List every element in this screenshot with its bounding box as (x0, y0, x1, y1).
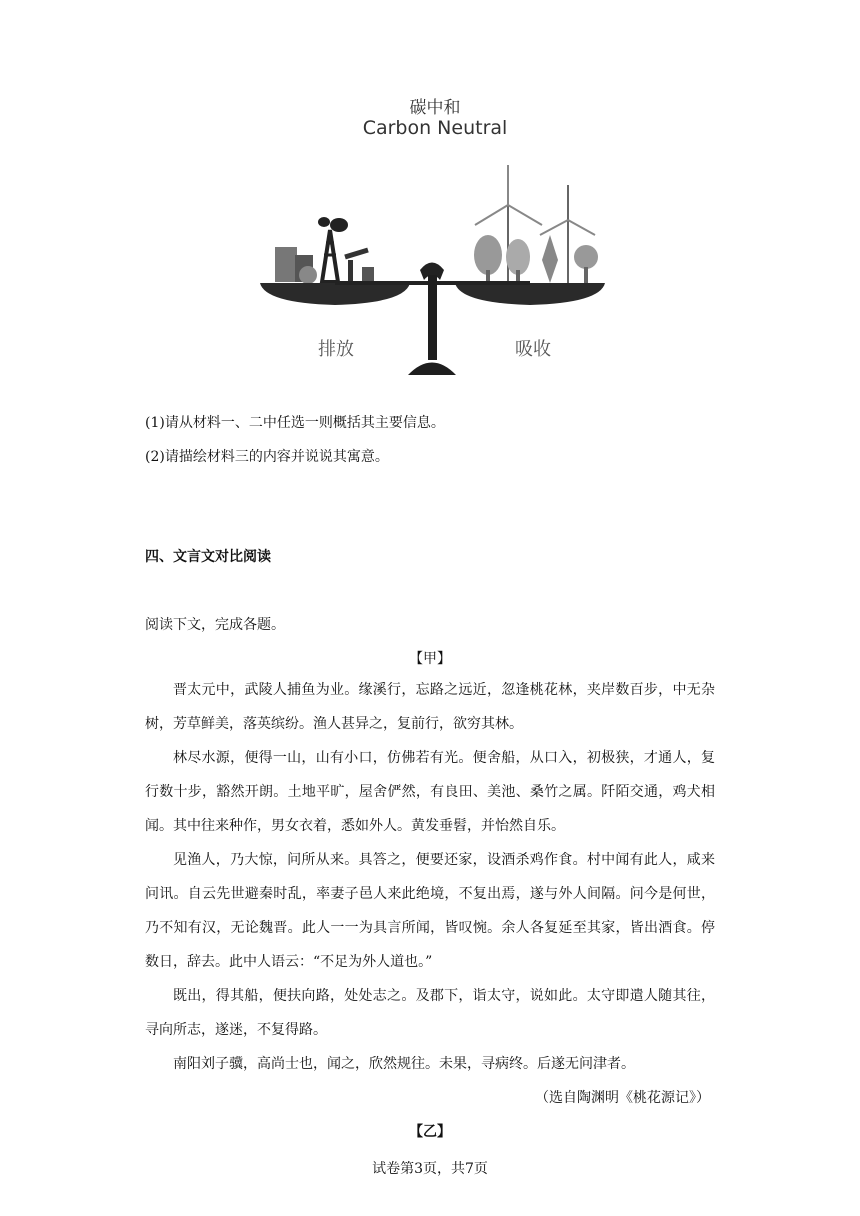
section-heading: 四、文言文对比阅读 (145, 549, 271, 565)
paragraph-3: 见渔人，乃大惊，问所从来。具答之，便要还家，设酒杀鸡作食。村中闻有此人，咸来问讯。自云先世避秦时乱，率妻子邑人来此绝境，不复出焉，遂与外人间隔。问今是何世，乃不知有汉，无论魏晋。此人一一为具言所闻，皆叹惋。余人各复延至其家，皆出酒食。停数日，辞去。此中人语云：“不足为外人道也。” (145, 852, 715, 970)
left-pan (260, 283, 410, 305)
right-pan (455, 283, 605, 305)
balance-pillar (428, 275, 437, 360)
emission-icons (275, 217, 374, 284)
paragraph-4: 既出，得其船，便扶向路，处处志之。及郡下，诣太守，说如此。太守即遣人随其往，寻向所志，遂迷，不复得路。 (145, 988, 715, 1038)
balance-scale-illustration (250, 85, 620, 385)
source-citation: （选自陶渊明《桃花源记》） (535, 1090, 710, 1106)
instruction-text: 阅读下文，完成各题。 (145, 617, 285, 633)
jia-label: 【甲】 (409, 651, 451, 667)
absorption-label: 吸收 (515, 339, 551, 360)
absorption-icons (474, 165, 598, 285)
page-footer: 试卷第3页，共7页 (372, 1161, 488, 1177)
carbon-neutral-figure (250, 85, 620, 385)
balance-base (408, 363, 456, 376)
emission-label: 排放 (318, 339, 354, 360)
figure-title-en: Carbon Neutral (362, 117, 508, 139)
figure-title-cn: 碳中和 (409, 98, 461, 118)
question-1: (1)请从材料一、二中任选一则概括其主要信息。 (145, 415, 445, 431)
yi-label: 【乙】 (409, 1124, 451, 1140)
question-2: (2)请描绘材料三的内容并说说其寓意。 (145, 449, 389, 465)
paragraph-1: 晋太元中，武陵人捕鱼为业。缘溪行，忘路之远近，忽逢桃花林，夹岸数百步，中无杂树，芳草鲜美，落英缤纷。渔人甚异之，复前行，欲穷其林。 (145, 682, 715, 732)
paragraph-2: 林尽水源，便得一山，山有小口，仿佛若有光。便舍船，从口入，初极狭，才通人，复行数十步，豁然开朗。土地平旷，屋舍俨然，有良田、美池、桑竹之属。阡陌交通，鸡犬相闻。其中往来种作，男女衣着，悉如外人。黄发垂髫，并怡然自乐。 (145, 750, 715, 834)
paragraph-5: 南阳刘子骥，高尚士也，闻之，欣然规往。未果，寻病终。后遂无问津者。 (173, 1056, 635, 1072)
